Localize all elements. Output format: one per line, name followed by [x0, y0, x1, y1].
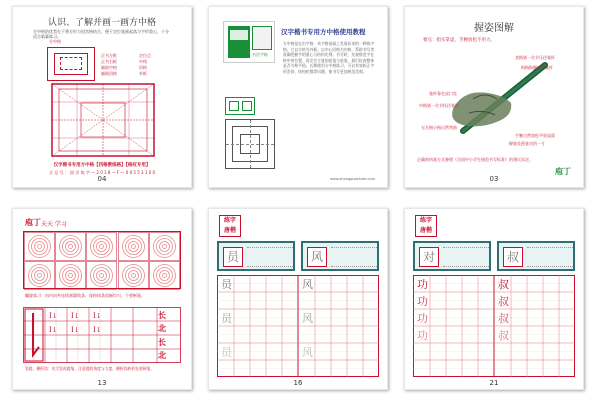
page-number: 13: [97, 379, 107, 387]
legend-item: 正书右框: [101, 59, 117, 64]
spiral-cell: [149, 232, 180, 261]
practice-char: 长: [158, 337, 166, 347]
page-03: [404, 6, 584, 188]
trace-char: 叔: [498, 278, 509, 291]
badge-label: 练字: [419, 217, 432, 224]
legend-item: 定位点: [139, 53, 151, 58]
page-header: 天天 学习: [41, 221, 67, 228]
svg-text:I↓: I↓: [49, 326, 58, 334]
caption-spiral: 螺旋练习：由内向外连续画圆线条，保持线条流畅均匀，不要断笔。: [25, 293, 145, 298]
model-char: 对: [419, 247, 439, 267]
page-04: [12, 6, 192, 188]
page-intro: 方中格的优势在于将方形与回宫格结合，便于定位笔画起落与字形重心，十分适合临摹练习。: [33, 29, 169, 39]
website-footer: www.zhongguoshufa.com: [330, 177, 375, 181]
cover-label: 书法字帖: [252, 52, 268, 57]
legend-item: 中线: [139, 59, 147, 64]
trace-char: 功: [417, 295, 428, 308]
grid-label: 方中格: [49, 39, 61, 44]
grip-label: 握笔处距笔尖约一寸: [509, 141, 545, 146]
svg-text:I↓: I↓: [93, 312, 102, 320]
spiral-cell: [118, 261, 149, 290]
grid-thumbnail-small: [225, 97, 255, 115]
footer-line-1: 汉字楷书专用方中格【四格教练格】【格纹专用】: [53, 163, 151, 168]
practice-grid: [413, 275, 575, 377]
practice-char: 北: [158, 323, 166, 333]
page-05: [208, 6, 388, 188]
badge-label: 唐楷: [419, 227, 432, 234]
brand-logo: 庖丁: [555, 166, 571, 176]
spiral-cell: [55, 232, 86, 261]
footer-line-2: 合 记 号 ： 国 学 练 字 — 2 0 1 8 — F — 0 0 5 5 3 1 0 0: [48, 170, 156, 175]
trace-char: 员: [221, 346, 232, 359]
spiral-cell: [24, 261, 55, 290]
page-number: 03: [489, 175, 499, 183]
grip-note: 要点：指实掌虚，手腕放松不用力。: [423, 38, 495, 43]
svg-text:I↓: I↓: [49, 312, 58, 320]
practice-char: 北: [158, 350, 166, 360]
legend-item: 辅助回格: [101, 71, 117, 76]
spiral-cell: [55, 261, 86, 290]
page-title: 汉字楷书专用方中格使用教程: [281, 28, 366, 36]
legend-right: [139, 53, 151, 77]
page-21: [404, 208, 584, 390]
svg-text:I↓: I↓: [71, 326, 80, 334]
page-16: [208, 208, 388, 390]
trace-char: 员: [221, 278, 232, 291]
grip-label: 手腕自然放松平放桌面: [515, 133, 555, 138]
page-number: 21: [489, 379, 499, 387]
model-notes: [527, 247, 573, 267]
legend-left: [101, 53, 117, 77]
model-panel-left: [217, 241, 295, 271]
grip-label: 拇指指腹抵住笔杆: [521, 65, 553, 70]
legend-item: 正书左框: [101, 53, 117, 58]
caption-strokes: 竖提、横折钩：先写竖再提笔，注意提的角度与力度，横折钩转折处要顿笔。: [25, 366, 155, 371]
book-cover-thumbnail: [223, 21, 275, 63]
badge-label: 唐楷: [223, 227, 236, 234]
model-panel-right: [497, 241, 575, 271]
trace-char: 风: [302, 346, 313, 359]
svg-text:I↓: I↓: [71, 312, 80, 320]
page-13: [12, 208, 192, 390]
legend-item: 回格: [139, 65, 147, 70]
grip-label: 无名指小指自然弯曲: [421, 125, 457, 130]
body-text: 方中格是在田字格、米字格基础上发展而来的一种练字格。它以方格为外框，以中心回格为内核，帮助书写者准确把握字的重心与结构比例。书写时，先观察范字在格中的位置，再定位主笔的起笔与收笔，最后检查整体是否匀称平稳。长期使用方中格练习，可以有效纠正字形歪斜、结构松散等问题，使书写更加规范美观。: [283, 41, 375, 74]
practice-badge: [219, 215, 241, 237]
trace-char: 风: [302, 278, 313, 291]
model-notes: [331, 247, 377, 267]
practice-grid: [217, 275, 379, 377]
trace-char: 叔: [498, 295, 509, 308]
small-grid-diagram: [47, 47, 95, 81]
model-char: 员: [223, 247, 243, 267]
large-grid-diagram: [51, 83, 155, 157]
practice-char: 长: [158, 310, 166, 320]
trace-char: 功: [417, 278, 428, 291]
grip-label: 中指第一关节托住笔杆: [419, 103, 459, 108]
badge-label: 练字: [223, 217, 236, 224]
trace-char: 叔: [498, 329, 509, 342]
trace-char: 员: [221, 312, 232, 325]
spiral-cell: [86, 232, 117, 261]
model-panel-right: [301, 241, 379, 271]
svg-text:I↓: I↓: [93, 326, 102, 334]
page-number: 16: [293, 379, 303, 387]
spiral-cell: [118, 232, 149, 261]
trace-char: 风: [302, 312, 313, 325]
legend-item: 辅助中格: [101, 65, 117, 70]
grip-label: 食指第一关节压住笔杆: [515, 55, 555, 60]
page-title: 认识、了解并画一画方中格: [47, 18, 156, 28]
model-notes: [443, 247, 489, 267]
model-char: 风: [307, 247, 327, 267]
brand-logo: 庖丁: [25, 217, 41, 227]
footer-note: 正确的执笔方式参照《全国中小学生规范书写标准》的建议而定。: [417, 157, 533, 162]
grid-thumbnail-large: [225, 119, 275, 169]
trace-char: 叔: [498, 312, 509, 325]
spiral-cell: [149, 261, 180, 290]
model-char: 叔: [503, 247, 523, 267]
model-panel-left: [413, 241, 491, 271]
page-title: 握姿图解: [474, 23, 514, 34]
spiral-grid: [23, 231, 181, 289]
spiral-cell: [24, 232, 55, 261]
spiral-cell: [86, 261, 117, 290]
page-number: 04: [97, 175, 107, 183]
legend-item: 外框: [139, 71, 147, 76]
trace-char: 功: [417, 329, 428, 342]
grip-label: 笔杆靠在虎口处: [429, 91, 457, 96]
model-notes: [247, 247, 293, 267]
trace-char: 功: [417, 312, 428, 325]
practice-badge: [415, 215, 437, 237]
